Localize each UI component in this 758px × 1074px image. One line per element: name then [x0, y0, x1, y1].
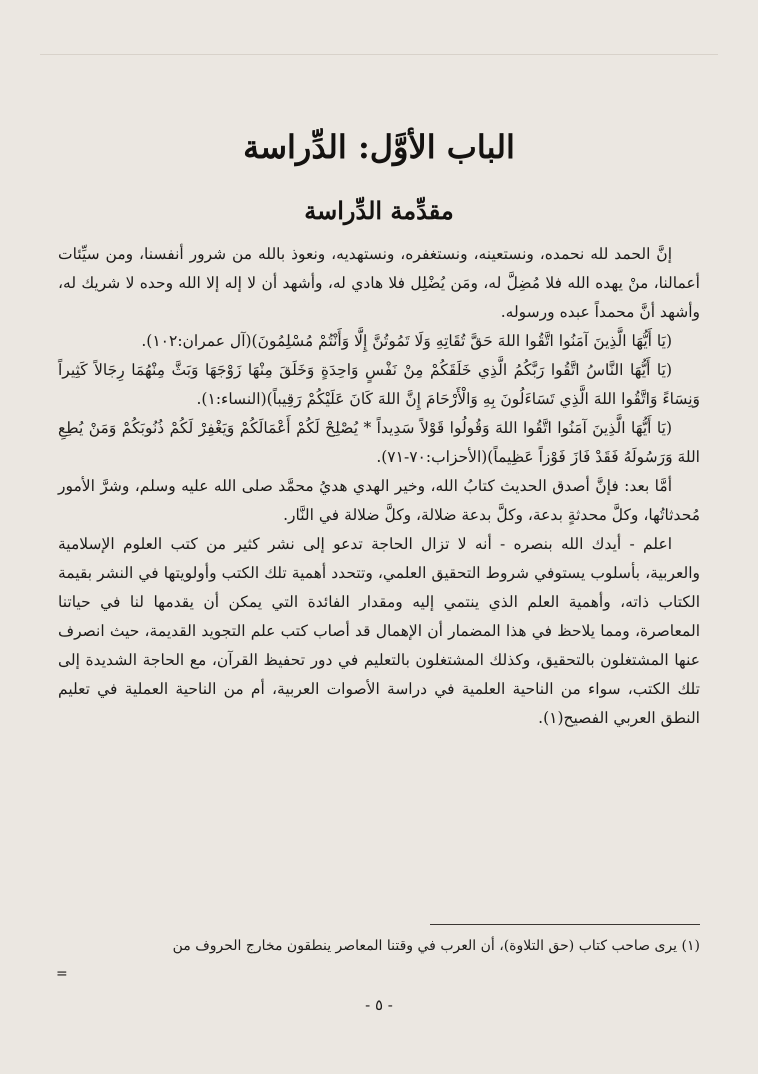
body-text — [58, 240, 700, 733]
section-title: مقدِّمة الدِّراسة — [304, 196, 454, 225]
header-rule — [40, 54, 718, 55]
paragraph-amma-bad: أمَّا بعد: فإنَّ أصدق الحديث كتابُ الله، وخير الهدي هديُ محمَّد صلى الله عليه وسلم، وشرَّ الأمور مُحدثاتُها، وكلَّ محدثةٍ بدعة، وكلَّ بدعة ضلالة، وكلَّ ضلالة في النَّار. — [58, 477, 700, 524]
paragraph-introduction: اعلم - أيدك الله بنصره - أنه لا تزال الحاجة تدعو إلى نشر كثير من كتب العلوم الإسلامية والعربية، بأسلوب يستوفي شروط التحقيق العلمي، وتتحدد أهمية تلك الكتب وأولويتها في النشر بقيمة الكتاب ذاته، وأهمية العلم الذي ينتمي إليه ومقدار الفائدة التي يمكن أن يقدمها لنا في حياتنا المعاصرة، ومما يلاحظ في هذا المضمار أن الإهمال قد أصاب كتب علم التجويد القديمة، حيث انصرف عنها المشتغلون بالتحقيق، وكذلك المشتغلون بالتعليم في دور تحفيظ القرآن، مع الحاجة الشديدة إلى تلك الكتب، سواء من الناحية العلمية في دراسة الأصوات العربية، أم من الناحية العملية في تعليم النطق العربي الفصيح(١). — [58, 535, 700, 727]
chapter-title: الباب الأوَّل: الدِّراسة — [243, 128, 515, 166]
footnote: (١) يرى صاحب كتاب (حق التلاوة)، أن العرب في وقتنا المعاصر ينطقون مخارج الحروف من — [172, 938, 700, 954]
footnote-separator — [430, 924, 700, 925]
paragraph-opening: إنَّ الحمد لله نحمده، ونستعينه، ونستغفره، ونستهديه، ونعوذ بالله من شرور أنفسنا، ومن سيِّئات أعمالنا، منْ يهده الله فلا مُضِلَّ له، ومَن يُضْلِل فلا هادي له، وأشهد أن لا إله إلا الله وحده لا شريك له، وأشهد أنَّ محمداً عبده ورسوله. — [58, 245, 700, 321]
verse-al-imran: (يَا أَيُّهَا الَّذِينَ آمَنُوا اتَّقُوا اللهَ حَقَّ تُقَاتِهِ وَلَا تَمُوتُنَّ إِلَّا وَأَنْتُمْ مُسْلِمُونَ)(آل عمران:١٠٢). — [141, 332, 672, 350]
page-number: - ٥ - — [365, 996, 393, 1014]
verse-al-ahzab: (يَا أَيُّهَا الَّذِينَ آمَنُوا اتَّقُوا اللهَ وَقُولُوا قَوْلاً سَدِيداً * يُصْلِحْ لَكُمْ أَعْمَالَكُمْ وَيَغْفِرْ لَكُمْ ذُنُوبَكُمْ وَمَنْ يُطِعِ اللهَ وَرَسُولَهُ فَقَدْ فَازَ فَوْزاً عَظِيماً)(الأحزاب:٧٠-٧١). — [58, 419, 700, 466]
verse-an-nisa: (يَا أَيُّهَا النَّاسُ اتَّقُوا رَبَّكُمُ الَّذِي خَلَقَكُمْ مِنْ نَفْسٍ وَاحِدَةٍ وَخَلَقَ مِنْهَا زَوْجَهَا وَبَثَّ مِنْهُمَا رِجَالاً كَثِيراً وَنِسَاءً وَاتَّقُوا اللهَ الَّذِي تَسَاءَلُونَ بِهِ وَالْأَرْحَامَ إِنَّ اللهَ كَانَ عَلَيْكُمْ رَقِيباً)(النساء:١). — [58, 361, 700, 408]
footnote-continuation-mark: = — [56, 966, 68, 982]
